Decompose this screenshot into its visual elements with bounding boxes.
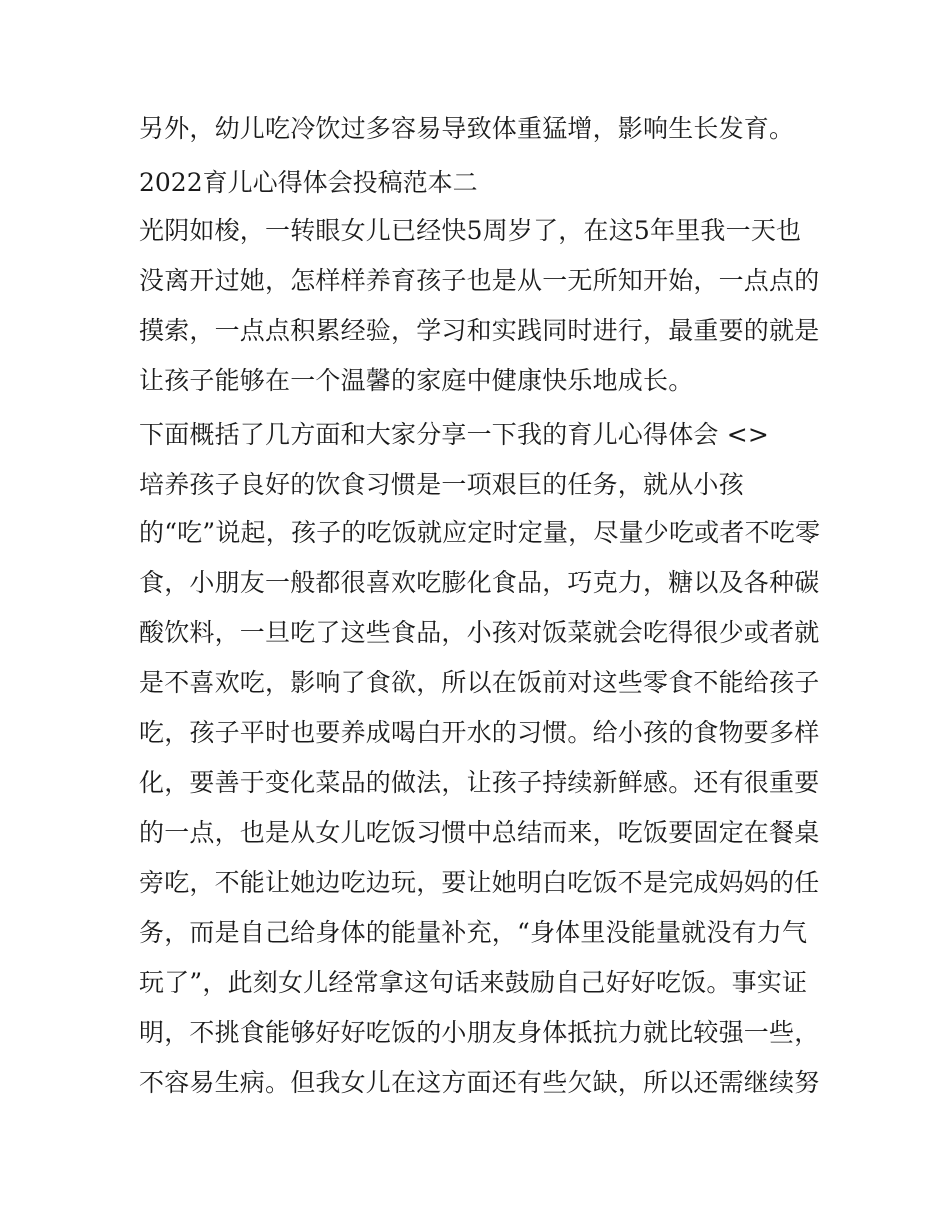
paragraph-line: 玩了”，此刻女儿经常拿这句话来鼓励自己好好吃饭。事实证: [139, 968, 808, 997]
paragraph-line: 的一点，也是从女儿吃饭习惯中总结而来，吃饭要固定在餐桌: [139, 818, 820, 847]
paragraph-line: 化，要善于变化菜品的做法，让孩子持续新鲜感。还有很重要: [139, 768, 820, 797]
section-heading: 2022育儿心得体会投稿范本二: [139, 168, 478, 197]
paragraph-line: 光阴如梭，一转眼女儿已经快5周岁了，在这5年里我一天也: [139, 216, 802, 245]
paragraph-line: 让孩子能够在一个温馨的家庭中健康快乐地成长。: [139, 366, 694, 395]
paragraph-line: 务，而是自己给身体的能量补充，“身体里没能量就没有力气: [139, 918, 808, 947]
paragraph-line: 食，小朋友一般都很喜欢吃膨化食品，巧克力，糖以及各种碳: [139, 568, 820, 597]
paragraph-line: 明，不挑食能够好好吃饭的小朋友身体抵抗力就比较强一些，: [139, 1018, 820, 1047]
paragraph-line: 下面概括了几方面和大家分享一下我的育儿心得体会 <>: [139, 420, 770, 449]
paragraph-line: 另外，幼儿吃冷饮过多容易导致体重猛增，影响生长发育。: [139, 114, 795, 143]
paragraph-line: 吃，孩子平时也要养成喝白开水的习惯。给小孩的食物要多样: [139, 718, 820, 747]
paragraph-line: 酸饮料，一旦吃了这些食品，小孩对饭菜就会吃得很少或者就: [139, 618, 820, 647]
paragraph-line: 是不喜欢吃，影响了食欲，所以在饭前对这些零食不能给孩子: [139, 668, 820, 697]
paragraph-line: 旁吃，不能让她边吃边玩，要让她明白吃饭不是完成妈妈的任: [139, 868, 820, 897]
paragraph-line: 不容易生病。但我女儿在这方面还有些欠缺，所以还需继续努: [139, 1068, 820, 1097]
paragraph-line: 的“吃”说起，孩子的吃饭就应定时定量，尽量少吃或者不吃零: [139, 518, 821, 547]
paragraph-line: 摸索，一点点积累经验，学习和实践同时进行，最重要的就是: [139, 316, 820, 345]
paragraph-line: 培养孩子良好的饮食习惯是一项艰巨的任务，就从小孩: [139, 470, 744, 499]
paragraph-line: 没离开过她，怎样样养育孩子也是从一无所知开始，一点点的: [139, 266, 820, 295]
